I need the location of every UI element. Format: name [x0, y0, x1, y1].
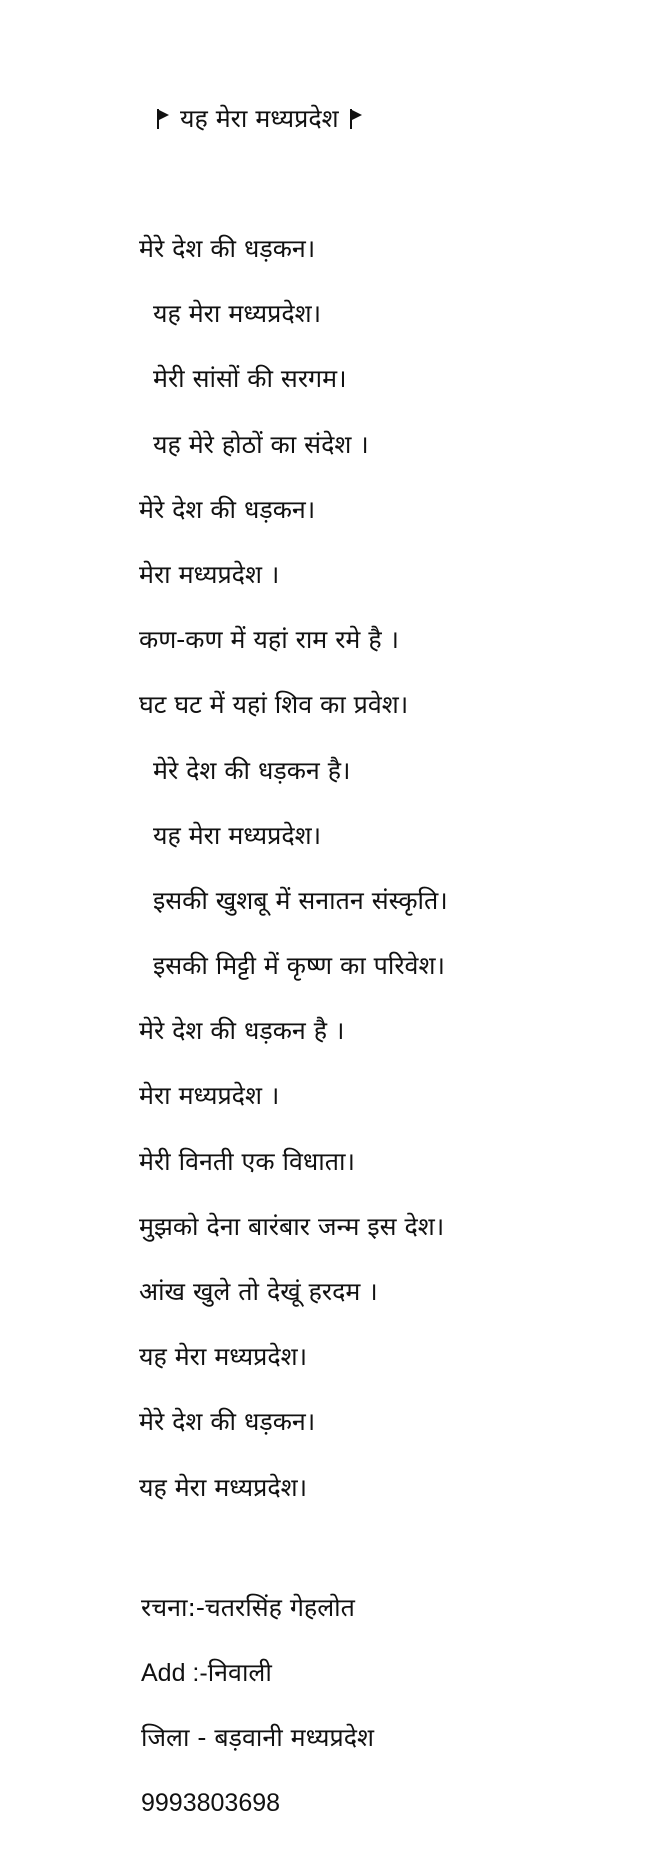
author-details	[141, 1592, 374, 1852]
poem-title	[146, 103, 373, 135]
poem-line: मेरी सांसों की सरगम।	[153, 364, 347, 394]
poem-line: इसकी मिट्टी में कृष्ण का परिवेश।	[153, 951, 445, 981]
poem-line: मेरे देश की धड़कन है ।	[139, 1016, 345, 1046]
flag-icon	[349, 109, 363, 129]
poem-line: मुझको देना बारंबार जन्म इस देश।	[139, 1211, 445, 1241]
poem-line: इसकी खुशबू में सनातन संस्कृति।	[153, 885, 448, 915]
poem-line: मेरा मध्यप्रदेश ।	[139, 1081, 280, 1111]
poem-line: मेरे देश की धड़कन।	[139, 1407, 316, 1437]
author-name: रचना:-चतरसिंह गेहलोत	[141, 1593, 355, 1622]
poem-line: मेरे देश की धड़कन है।	[153, 755, 351, 785]
poem-line: यह मेरा मध्यप्रदेश।	[139, 1472, 308, 1502]
poem-line: मेरा मध्यप्रदेश ।	[139, 559, 280, 589]
poem-line: यह मेरे होठों का संदेश ।	[153, 429, 369, 459]
poem-title-text: यह मेरा मध्यप्रदेश	[180, 104, 339, 133]
flag-icon	[156, 109, 170, 129]
poem-line: यह मेरा मध्यप्रदेश।	[139, 1342, 308, 1372]
poem-line: मेरी विनती एक विधाता।	[139, 1146, 355, 1176]
poem-line: कण-कण में यहां राम रमे है ।	[139, 625, 400, 655]
author-phone: 9993803698	[141, 1789, 281, 1817]
poem-body	[139, 233, 448, 1537]
poem-line: यह मेरा मध्यप्रदेश।	[153, 299, 322, 329]
poem-line: घट घट में यहां शिव का प्रवेश।	[139, 690, 409, 720]
poem-line: आंख खुले तो देखूं हरदम ।	[139, 1277, 378, 1306]
poem-line: यह मेरा मध्यप्रदेश।	[153, 820, 322, 850]
poem-line: मेरे देश की धड़कन।	[139, 494, 316, 524]
author-district: जिला - बड़वानी मध्यप्रदेश	[141, 1723, 375, 1752]
author-address: Add :-निवाली	[141, 1659, 272, 1687]
poem-line: मेरे देश की धड़कन।	[139, 234, 316, 263]
